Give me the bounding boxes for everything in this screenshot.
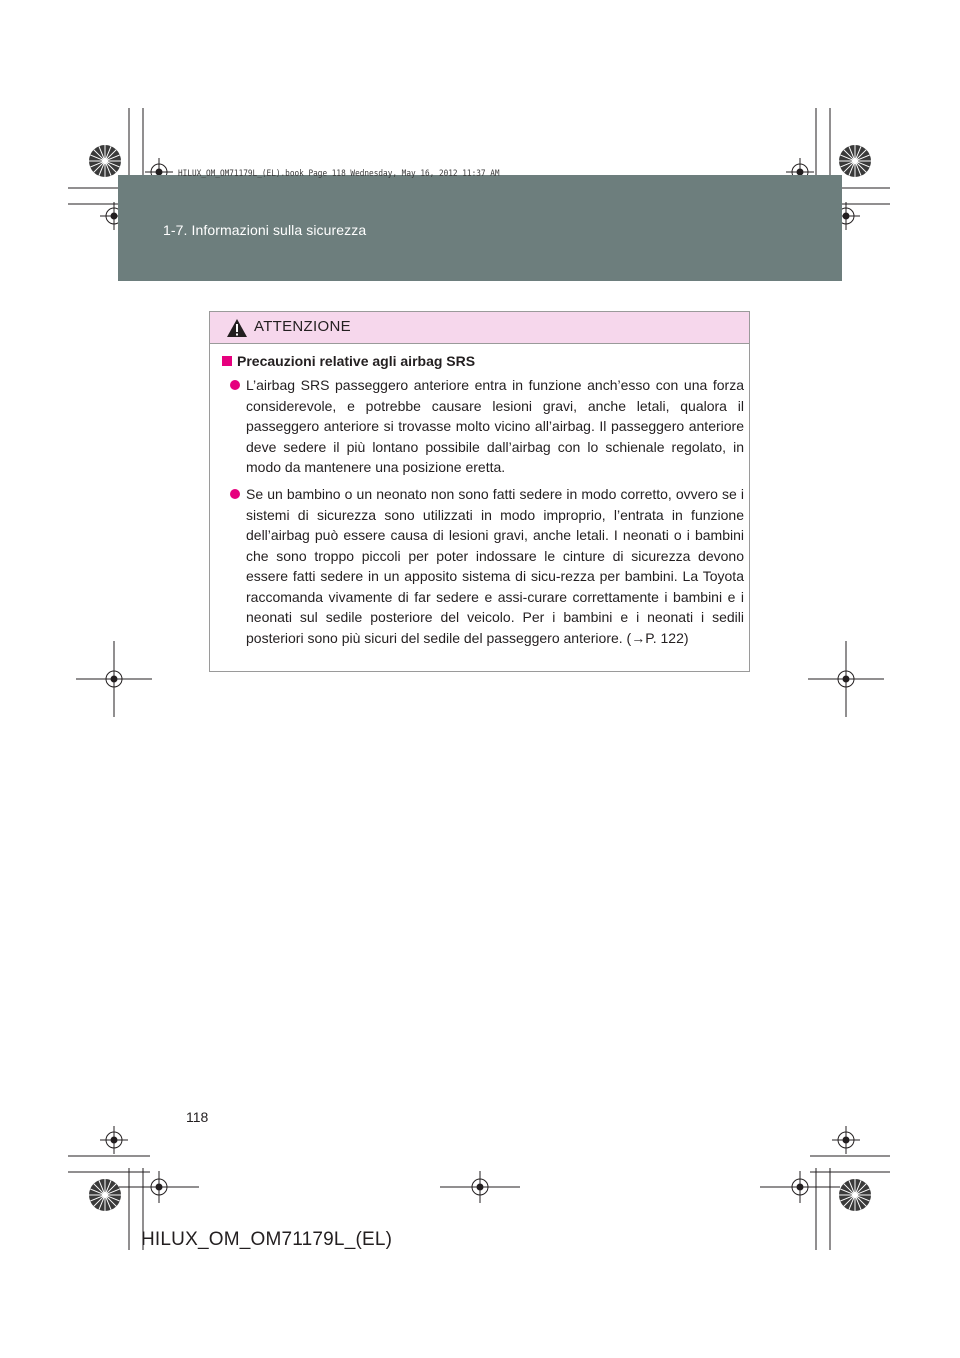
print-metadata: HILUX_OM_OM71179L_(EL).book Page 118 Wednesday, May 16, 2012 11:37 AM	[178, 169, 500, 179]
list-item-text: L’airbag SRS passeggero anteriore entra in funzione anch’esso con una forza considerevole, e potrebbe causare lesioni gravi, anche letali, qualora il passeggero anteriore si trovasse molto vicino all’airbag. Il passeggero anteriore deve sedere il più lontano possibile dall’airbag con lo schienale regolato, in modo da mantenere una posizione eretta.	[246, 377, 744, 475]
square-bullet-icon	[222, 356, 232, 366]
warning-header	[210, 312, 749, 344]
round-bullet-icon	[230, 489, 240, 499]
round-bullet-icon	[230, 380, 240, 390]
warning-subheading	[222, 353, 475, 369]
section-title: 1-7. Informazioni sulla sicurezza	[163, 222, 367, 238]
subheading-text: Precauzioni relative agli airbag SRS	[237, 353, 476, 369]
warning-title: ATTENZIONE	[254, 318, 351, 335]
warning-triangle-icon	[226, 318, 248, 338]
list-item	[230, 375, 744, 478]
document-code: HILUX_OM_OM71179L_(EL)	[141, 1229, 393, 1250]
color-target-icon	[89, 145, 871, 1211]
list-item-text: Se un bambino o un neonato non sono fatti sedere in modo corretto, ovvero se i sistemi di sicurezza sono utilizzati in modo improprio, l’entrata in funzione dell’airbag può essere causa di lesioni gravi, anche letali. I neonati o i bambini che sono troppo piccoli per poter indossare le cinture di sicurezza devono essere fatti sedere in un apposito sistema di sicu-rezza per bambini. La Toyota raccomanda vivamente di far sedere e assi-curare correttamente i bambini e i neonati sul sedile posteriore del veicolo. Per i bambini e i neonati i sedili posteriori sono più sicuri del sedile del passeggero anteriore. (→P. 122)	[246, 486, 744, 646]
page-number: 118	[186, 1109, 209, 1125]
warning-box	[209, 311, 750, 672]
list-item	[230, 484, 744, 648]
